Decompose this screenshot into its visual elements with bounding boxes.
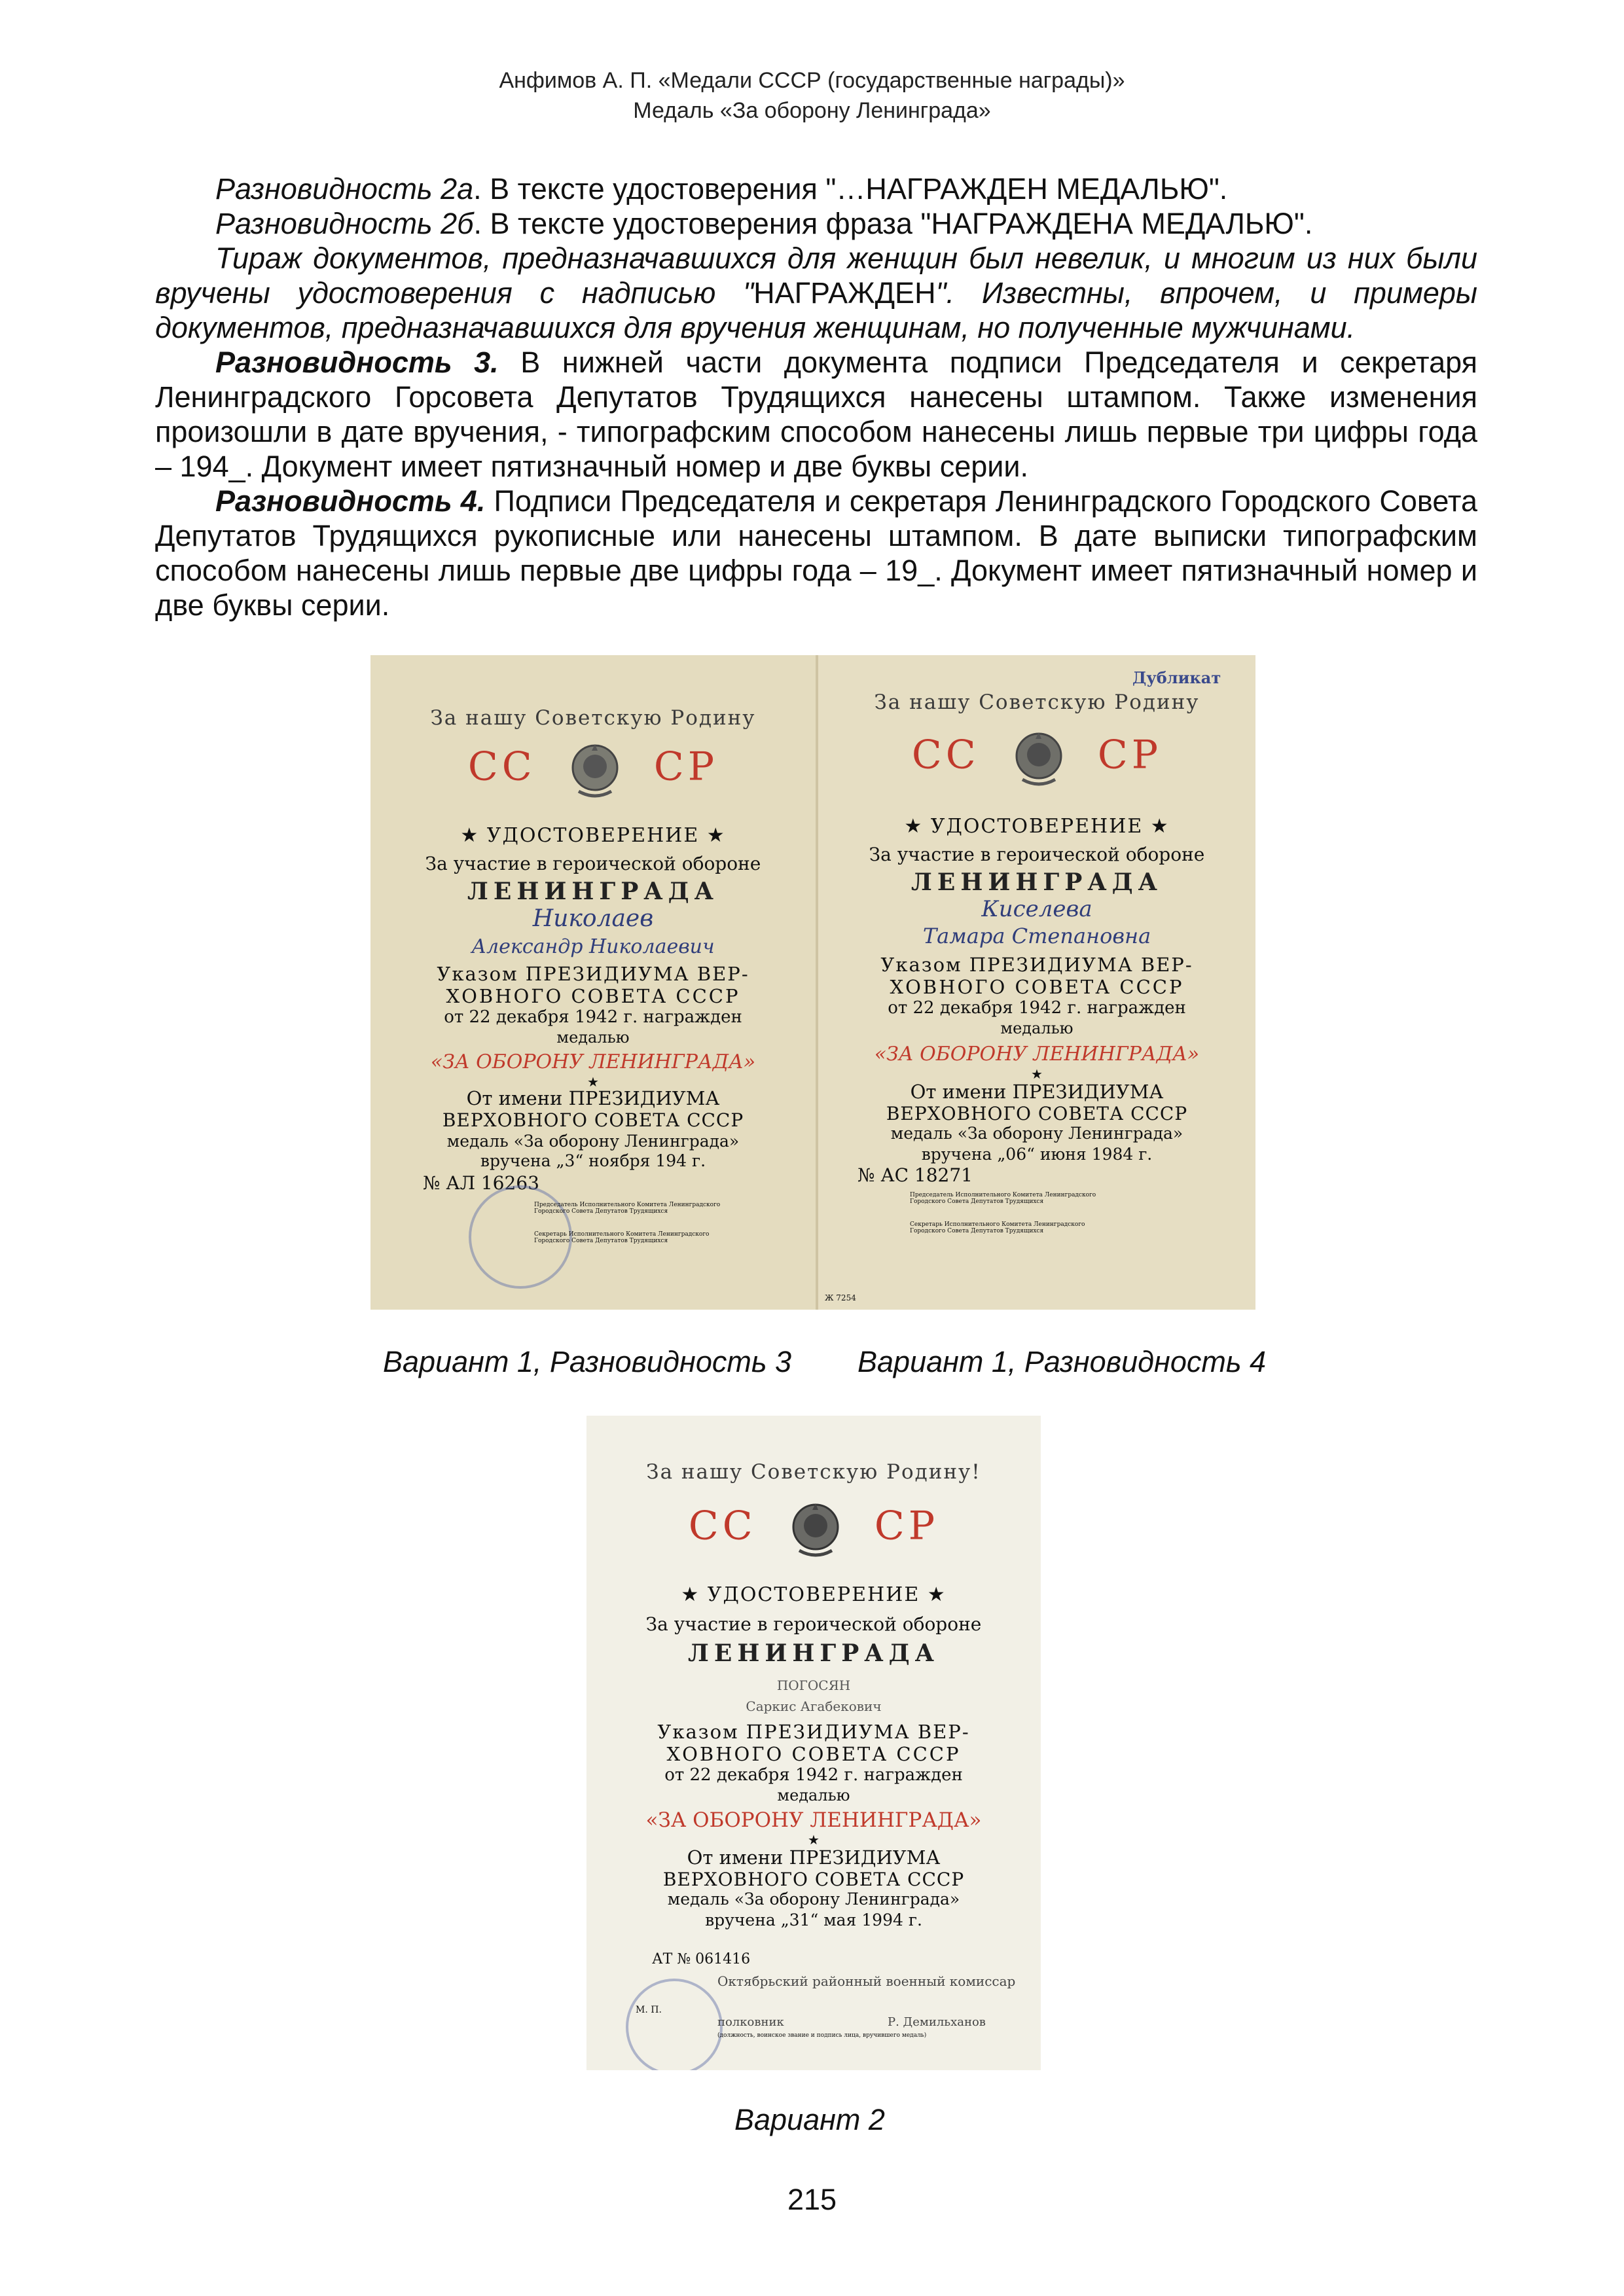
round-seal-icon: [626, 1979, 723, 2070]
cert-from-1: От имени ПРЕЗИДИУМА: [910, 1081, 1164, 1103]
cert-ussr: СС СР: [818, 728, 1255, 787]
cert-from-3: медаль «За оборону Ленинграда»: [446, 1132, 740, 1151]
cert-motto: За нашу Советскую Родину: [874, 691, 1200, 714]
cert-number: № АЛ 16263: [423, 1172, 539, 1194]
cert-number: № АС 18271: [857, 1164, 973, 1186]
cert-officer: Р. Демильханов: [888, 2015, 986, 2029]
cert-surname: Николаев: [532, 905, 654, 932]
running-header: [0, 65, 1624, 126]
cert-issued: вручена „3“ ноября 194 г.: [480, 1151, 706, 1170]
soviet-emblem-icon: [566, 740, 624, 799]
cert-title: ★ УДОСТОВЕРЕНИЕ ★: [904, 815, 1170, 838]
cert-ukaz-2: ХОВНОГО СОВЕТА СССР: [446, 985, 740, 1007]
cert-star: ★: [587, 1074, 599, 1090]
cert-ukaz-1: Указом ПРЕЗИДИУМА ВЕР-: [437, 963, 749, 985]
cert-sign-1: Председатель Исполнительного Комитета Ленинградского Городского Совета Депутатов Трудящихся: [910, 1192, 1096, 1205]
cert-from-3: медаль «За оборону Ленинграда»: [890, 1124, 1183, 1143]
cert-sign-2: Секретарь Исполнительного Комитета Ленинградского Городского Совета Депутатов Трудящихся: [910, 1221, 1085, 1234]
cert-officer-note: (должность, воинское звание и подпись лица, вручившего медаль): [717, 2032, 927, 2039]
cert-ukaz-3: от 22 декабря 1942 г. награжден: [444, 1007, 742, 1027]
cert-ukaz-2: ХОВНОГО СОВЕТА СССР: [890, 976, 1184, 998]
cert-medal: «ЗА ОБОРОНУ ЛЕНИНГРАДА»: [874, 1043, 1200, 1066]
paragraph-2a: Разновидность 2а. В тексте удостоверения "…НАГРАЖДЕН МЕДАЛЬЮ".: [215, 172, 1228, 206]
cert-ukaz-4: медалью: [556, 1028, 630, 1047]
cert-star: ★: [1031, 1066, 1043, 1082]
certificate-variant1-variety3: [370, 655, 818, 1310]
cert-ukaz-4: медалью: [1000, 1019, 1074, 1037]
cert-ukaz-3: от 22 декабря 1942 г. награжден: [664, 1765, 963, 1785]
certificate-variant2: [586, 1416, 1041, 2070]
caption-bottom: Вариант 2: [734, 2103, 885, 2136]
cert-mp: М. П.: [636, 2005, 662, 2015]
cert-line1: За участие в героической обороне: [425, 853, 761, 874]
caption-left: Вариант 1, Разновидность 3: [383, 1345, 792, 1378]
cert-city: ЛЕНИНГРАДА: [688, 1640, 939, 1667]
cert-medal: «ЗА ОБОРОНУ ЛЕНИНГРАДА»: [645, 1808, 982, 1832]
cert-from-2: ВЕРХОВНОГО СОВЕТА СССР: [662, 1869, 965, 1890]
cert-name: Александр Николаевич: [471, 935, 715, 958]
cert-city: ЛЕНИНГРАДА: [467, 878, 719, 905]
cert-ussr: СС СР: [586, 1499, 1041, 1558]
paragraph-variety-4: Разновидность 4. Подписи Председателя и секретаря Ленинградского Городского Совета Депутатов Трудящихся рукописные или нанесены штампом. В дате выписки типографским способом нанесены лишь первые две цифры года – 19_. Документ имеет пятизначный номер и две буквы серии.: [155, 484, 1477, 622]
cert-from-2: ВЕРХОВНОГО СОВЕТА СССР: [886, 1103, 1188, 1124]
cert-rank: полковник: [717, 2015, 784, 2029]
paragraph-2b: Разновидность 2б. В тексте удостоверения фраза "НАГРАЖДЕНА МЕДАЛЬЮ".: [215, 207, 1313, 240]
cert-duplicate-stamp: Дубликат: [1132, 668, 1221, 687]
cert-name: Тамара Степановна: [922, 924, 1151, 948]
cert-ukaz-1: Указом ПРЕЗИДИУМА ВЕР-: [657, 1721, 970, 1743]
cert-line1: За участие в героической обороне: [869, 844, 1205, 865]
certificate-variant1-variety4: [818, 655, 1255, 1310]
paragraph-variety-3: Разновидность 3. В нижней части документа подписи Председателя и секретаря Ленинградского Горсовета Депутатов Трудящихся нанесены штампом. Также изменения произошли в дате вручения, - типографским способом нанесены лишь первые три цифры года – 194_. Документ имеет пятизначный номер и две буквы серии.: [155, 346, 1477, 483]
cert-number: АТ № 061416: [652, 1951, 751, 1967]
cert-motto: За нашу Советскую Родину: [430, 706, 756, 730]
cert-issued: вручена „06“ июня 1984 г.: [921, 1145, 1153, 1164]
cert-sign-2: Секретарь Исполнительного Комитета Ленинградского Городского Совета Депутатов Трудящихся: [534, 1231, 710, 1244]
cert-ukaz-3: от 22 декабря 1942 г. награжден: [888, 998, 1186, 1018]
header-line-2: Медаль «За оборону Ленинграда»: [633, 98, 991, 123]
cert-ukaz-4: медалью: [777, 1786, 850, 1804]
cert-from-3: медаль «За оборону Ленинграда»: [667, 1890, 960, 1909]
caption-right: Вариант 1, Разновидность 4: [857, 1345, 1267, 1378]
page-number: 215: [787, 2183, 837, 2216]
cert-surname: ПОГОСЯН: [776, 1677, 851, 1693]
cert-commissar: Октябрьский районный военный комиссар: [717, 1973, 1016, 1989]
cert-from-1: От имени ПРЕЗИДИУМА: [687, 1846, 941, 1869]
cert-from-1: От имени ПРЕЗИДИУМА: [466, 1087, 720, 1109]
cert-name: Саркис Агабекович: [746, 1698, 882, 1714]
cert-sign-1: Председатель Исполнительного Комитета Ленинградского Городского Совета Депутатов Трудящихся: [534, 1202, 721, 1215]
soviet-emblem-icon: [1009, 728, 1068, 787]
cert-ussr: СС СР: [370, 740, 816, 799]
cert-motto: За нашу Советскую Родину!: [646, 1460, 981, 1484]
paragraph-print-run: Тираж документов, предназначавшихся для женщин был невелик, и многим из них были вручены удостоверения с надписью "НАГРАЖДЕН". Известны, впрочем, и примеры документов, предназначавшихся для вручения женщинам, но полученные мужчинами.: [155, 242, 1477, 344]
cert-city: ЛЕНИНГРАДА: [911, 869, 1163, 896]
cert-line1: За участие в героической обороне: [645, 1613, 982, 1635]
cert-surname: Киселева: [981, 896, 1092, 922]
soviet-emblem-icon: [786, 1499, 845, 1558]
cert-star: ★: [808, 1832, 820, 1848]
cert-title: ★ УДОСТОВЕРЕНИЕ ★: [460, 824, 726, 847]
cert-issued: вручена „31“ мая 1994 г.: [705, 1910, 922, 1929]
cert-ukaz-2: ХОВНОГО СОВЕТА СССР: [666, 1743, 961, 1765]
cert-medal: «ЗА ОБОРОНУ ЛЕНИНГРАДА»: [430, 1050, 756, 1073]
cert-from-2: ВЕРХОВНОГО СОВЕТА СССР: [442, 1109, 744, 1131]
cert-print-code: Ж 7254: [825, 1293, 856, 1302]
cert-title: ★ УДОСТОВЕРЕНИЕ ★: [681, 1583, 947, 1606]
header-line-1: Анфимов А. П. «Медали СССР (государственные награды)»: [499, 68, 1125, 93]
cert-ukaz-1: Указом ПРЕЗИДИУМА ВЕР-: [880, 954, 1193, 976]
body-text: [155, 171, 1477, 622]
